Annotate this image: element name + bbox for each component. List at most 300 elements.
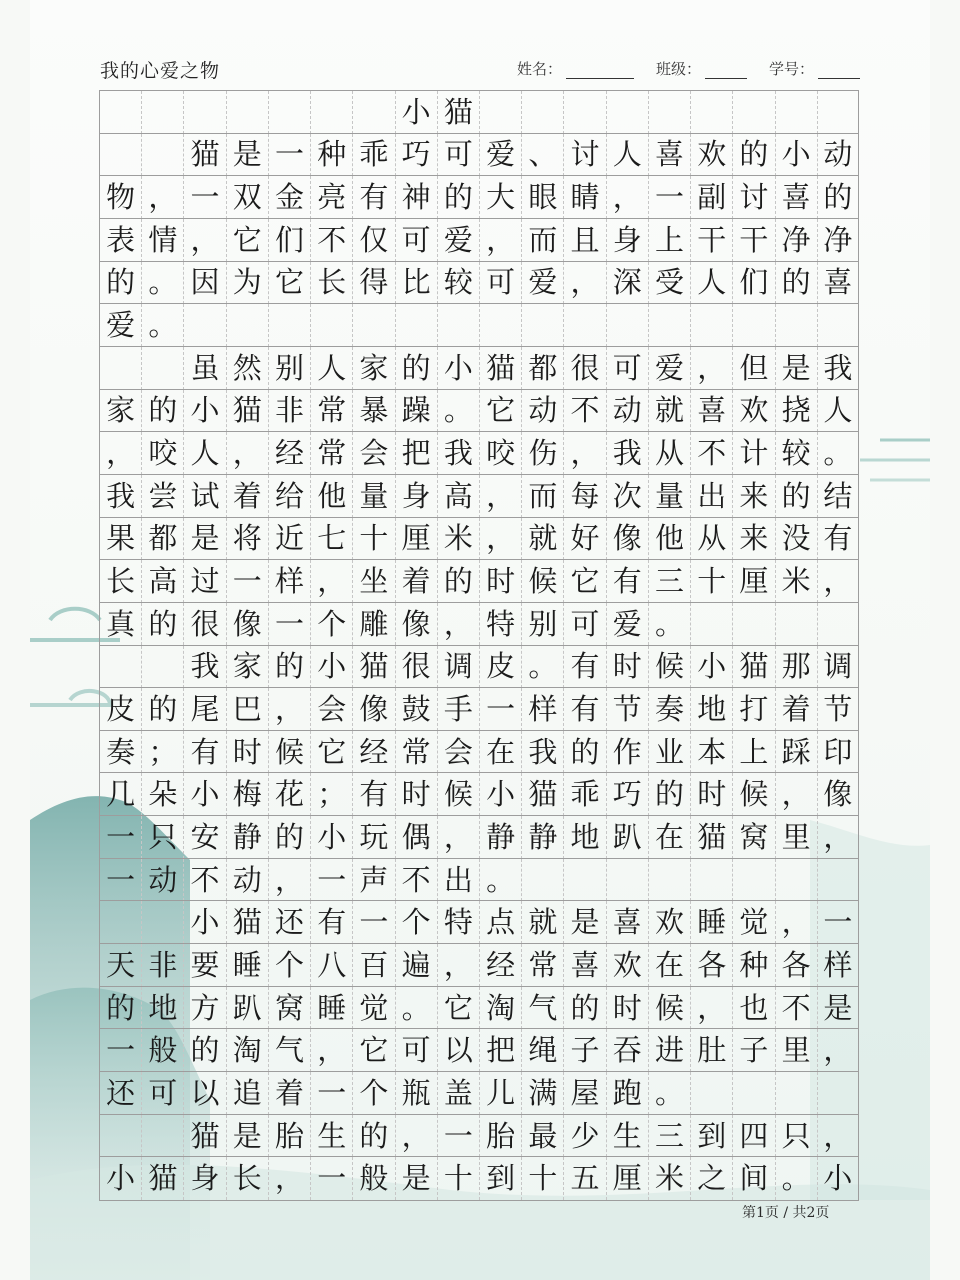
grid-cell — [817, 91, 859, 134]
grid-cell: 从 — [648, 432, 690, 475]
grid-cell: 踩 — [775, 731, 817, 774]
grid-cell: 神 — [395, 176, 437, 219]
grid-cell: 爱 — [99, 304, 141, 347]
grid-cell: 因 — [183, 262, 225, 305]
grid-cell: 猫 — [479, 347, 521, 390]
grid-cell: 个 — [310, 603, 352, 646]
grid-cell: 一 — [268, 603, 310, 646]
grid-cell: 节 — [606, 688, 648, 731]
grid-cell — [521, 859, 563, 902]
grid-cell — [606, 304, 648, 347]
grid-cell: 以 — [183, 1072, 225, 1115]
grid-cell: 净 — [817, 219, 859, 262]
grid-cell — [775, 91, 817, 134]
grid-cell: ， — [437, 816, 479, 859]
grid-cell — [648, 304, 690, 347]
grid-cell: 乖 — [352, 134, 394, 177]
grid-cell: 遍 — [395, 944, 437, 987]
essay-line — [99, 645, 859, 689]
grid-cell: 每 — [563, 475, 605, 518]
grid-cell: 常 — [521, 944, 563, 987]
grid-cell: 时 — [479, 560, 521, 603]
grid-cell: 给 — [268, 475, 310, 518]
name-label: 姓名： — [516, 60, 562, 78]
grid-cell: 会 — [437, 731, 479, 774]
grid-cell: 睡 — [690, 901, 732, 944]
grid-cell: 奏 — [648, 688, 690, 731]
grid-cell: 讨 — [563, 134, 605, 177]
worksheet-header — [100, 50, 860, 86]
grid-cell: ， — [310, 1029, 352, 1072]
essay-line — [99, 431, 859, 475]
grid-cell: 得 — [352, 262, 394, 305]
grid-cell: 欢 — [690, 134, 732, 177]
grid-cell: 要 — [183, 944, 225, 987]
grid-cell: 人 — [310, 347, 352, 390]
grid-cell: 来 — [732, 475, 774, 518]
grid-cell: 候 — [437, 773, 479, 816]
class-blank — [705, 62, 747, 79]
grid-cell: 般 — [141, 1029, 183, 1072]
grid-cell: 节 — [817, 688, 859, 731]
grid-cell: 小 — [479, 773, 521, 816]
grid-cell — [183, 91, 225, 134]
grid-cell: 奏 — [99, 731, 141, 774]
grid-cell: 然 — [226, 347, 268, 390]
grid-cell: 们 — [268, 219, 310, 262]
essay-line — [99, 858, 859, 902]
grid-cell: 候 — [521, 560, 563, 603]
grid-cell: 猫 — [352, 646, 394, 689]
grid-cell: 来 — [732, 518, 774, 561]
grid-cell: 印 — [817, 731, 859, 774]
grid-cell: 他 — [648, 518, 690, 561]
grid-cell: 小 — [437, 347, 479, 390]
grid-cell — [99, 134, 141, 177]
grid-cell: 猫 — [437, 91, 479, 134]
grid-cell — [99, 347, 141, 390]
grid-cell: 家 — [352, 347, 394, 390]
grid-cell: 常 — [310, 390, 352, 433]
grid-cell — [226, 91, 268, 134]
name-blank — [566, 62, 634, 79]
grid-cell: 时 — [226, 731, 268, 774]
grid-cell: 真 — [99, 603, 141, 646]
grid-cell: 瓶 — [395, 1072, 437, 1115]
grid-cell: 不 — [395, 859, 437, 902]
grid-cell: 的 — [268, 646, 310, 689]
grid-cell: 一 — [648, 176, 690, 219]
grid-cell: 业 — [648, 731, 690, 774]
grid-cell: 虽 — [183, 347, 225, 390]
grid-cell: 不 — [563, 390, 605, 433]
grid-cell: 它 — [479, 390, 521, 433]
grid-cell: 的 — [183, 1029, 225, 1072]
grid-cell: 间 — [732, 1157, 774, 1200]
grid-cell: 猫 — [732, 646, 774, 689]
grid-cell: 皮 — [99, 688, 141, 731]
grid-cell: 三 — [648, 1115, 690, 1158]
grid-cell: 爱 — [521, 262, 563, 305]
grid-cell: 花 — [268, 773, 310, 816]
grid-cell: 猫 — [141, 1157, 183, 1200]
grid-cell: 不 — [310, 219, 352, 262]
grid-cell: 的 — [99, 262, 141, 305]
grid-cell: 将 — [226, 518, 268, 561]
grid-cell: 一 — [352, 901, 394, 944]
grid-cell: 它 — [226, 219, 268, 262]
grid-cell: 。 — [141, 262, 183, 305]
grid-cell: 淘 — [479, 987, 521, 1030]
grid-cell: 上 — [732, 731, 774, 774]
grid-cell: 一 — [268, 134, 310, 177]
grid-cell: 计 — [732, 432, 774, 475]
grid-cell: 四 — [732, 1115, 774, 1158]
grid-cell: 的 — [268, 816, 310, 859]
grid-cell — [395, 304, 437, 347]
grid-cell: 受 — [648, 262, 690, 305]
grid-cell: 米 — [437, 518, 479, 561]
grid-cell: 米 — [648, 1157, 690, 1200]
grid-cell: 个 — [352, 1072, 394, 1115]
grid-cell: 一 — [99, 859, 141, 902]
grid-cell: 的 — [352, 1115, 394, 1158]
grid-cell: 地 — [141, 987, 183, 1030]
grid-cell — [141, 1115, 183, 1158]
grid-cell: ， — [817, 816, 859, 859]
grid-cell: ； — [141, 731, 183, 774]
grid-cell: 经 — [352, 731, 394, 774]
grid-cell: 挠 — [775, 390, 817, 433]
essay-line — [99, 175, 859, 219]
grid-cell — [99, 901, 141, 944]
grid-cell: ， — [563, 432, 605, 475]
grid-cell: ， — [141, 176, 183, 219]
grid-cell: 的 — [437, 176, 479, 219]
grid-cell — [775, 304, 817, 347]
grid-cell: 很 — [395, 646, 437, 689]
grid-cell: 气 — [521, 987, 563, 1030]
grid-cell: 好 — [563, 518, 605, 561]
essay-line — [99, 1071, 859, 1115]
grid-cell: 个 — [395, 901, 437, 944]
grid-cell: 玩 — [352, 816, 394, 859]
essay-line — [99, 602, 859, 646]
grid-cell: 近 — [268, 518, 310, 561]
grid-cell: 一 — [479, 688, 521, 731]
grid-cell: 可 — [563, 603, 605, 646]
grid-cell: 像 — [352, 688, 394, 731]
grid-cell: 厘 — [732, 560, 774, 603]
grid-cell: 我 — [437, 432, 479, 475]
grid-cell: 睡 — [226, 944, 268, 987]
grid-cell: 是 — [563, 901, 605, 944]
grid-cell: ， — [268, 688, 310, 731]
grid-cell: 尝 — [141, 475, 183, 518]
grid-cell: 会 — [352, 432, 394, 475]
grid-cell: 净 — [775, 219, 817, 262]
grid-cell: 动 — [521, 390, 563, 433]
student-id-blank — [818, 62, 860, 79]
grid-cell: 七 — [310, 518, 352, 561]
grid-cell: 地 — [563, 816, 605, 859]
essay-line — [99, 986, 859, 1030]
grid-cell: 着 — [226, 475, 268, 518]
grid-cell: 到 — [690, 1115, 732, 1158]
grid-cell: 盖 — [437, 1072, 479, 1115]
grid-cell: 不 — [775, 987, 817, 1030]
grid-cell: 我 — [817, 347, 859, 390]
essay-line — [99, 730, 859, 774]
grid-cell: 本 — [690, 731, 732, 774]
grid-cell: ， — [775, 901, 817, 944]
grid-cell: 追 — [226, 1072, 268, 1115]
grid-cell: 爱 — [437, 219, 479, 262]
grid-cell: 可 — [395, 219, 437, 262]
grid-cell: 我 — [521, 731, 563, 774]
grid-cell: ， — [395, 1115, 437, 1158]
grid-cell: 果 — [99, 518, 141, 561]
grid-cell: 的 — [563, 987, 605, 1030]
grid-cell: 是 — [395, 1157, 437, 1200]
grid-cell: 十 — [521, 1157, 563, 1200]
grid-cell: 们 — [732, 262, 774, 305]
grid-cell: 很 — [563, 347, 605, 390]
class-label: 班级： — [655, 60, 701, 78]
grid-cell — [690, 1072, 732, 1115]
grid-cell: 胎 — [479, 1115, 521, 1158]
grid-cell — [606, 91, 648, 134]
grid-cell: 一 — [817, 901, 859, 944]
grid-cell: 鼓 — [395, 688, 437, 731]
grid-cell: 方 — [183, 987, 225, 1030]
grid-cell — [521, 304, 563, 347]
grid-cell: 把 — [395, 432, 437, 475]
grid-cell: 小 — [99, 1157, 141, 1200]
grid-cell: 百 — [352, 944, 394, 987]
page-number: 第1页 / 共2页 — [742, 1205, 830, 1221]
grid-cell — [521, 91, 563, 134]
grid-cell: 巴 — [226, 688, 268, 731]
grid-cell: 一 — [310, 1157, 352, 1200]
essay-line — [99, 261, 859, 305]
grid-cell: 在 — [479, 731, 521, 774]
grid-cell — [775, 603, 817, 646]
grid-cell: 人 — [606, 134, 648, 177]
grid-cell: 在 — [648, 816, 690, 859]
grid-cell: 候 — [268, 731, 310, 774]
grid-cell — [775, 1072, 817, 1115]
grid-cell: 猫 — [183, 134, 225, 177]
grid-cell: ， — [775, 773, 817, 816]
grid-cell: 一 — [99, 1029, 141, 1072]
grid-cell: 他 — [310, 475, 352, 518]
grid-cell: 可 — [437, 134, 479, 177]
grid-cell: 觉 — [352, 987, 394, 1030]
grid-cell — [479, 91, 521, 134]
grid-cell: 声 — [352, 859, 394, 902]
grid-cell — [690, 603, 732, 646]
grid-cell: 都 — [141, 518, 183, 561]
grid-cell: 的 — [775, 262, 817, 305]
grid-cell: 的 — [648, 773, 690, 816]
grid-cell: 可 — [606, 347, 648, 390]
grid-cell: 时 — [690, 773, 732, 816]
grid-cell: 猫 — [226, 390, 268, 433]
grid-cell: ， — [817, 1115, 859, 1158]
grid-cell: 上 — [648, 219, 690, 262]
grid-cell: 的 — [141, 390, 183, 433]
grid-cell: 动 — [226, 859, 268, 902]
grid-cell: ， — [437, 603, 479, 646]
essay-line — [99, 559, 859, 603]
grid-cell: 各 — [690, 944, 732, 987]
grid-cell: 的 — [817, 176, 859, 219]
grid-cell: 一 — [99, 816, 141, 859]
grid-cell: ， — [310, 560, 352, 603]
grid-cell: 样 — [268, 560, 310, 603]
grid-cell — [690, 91, 732, 134]
grid-cell: 出 — [690, 475, 732, 518]
grid-cell: 爱 — [479, 134, 521, 177]
grid-cell: 长 — [310, 262, 352, 305]
grid-cell: 的 — [395, 347, 437, 390]
grid-cell: 且 — [563, 219, 605, 262]
grid-cell: 它 — [437, 987, 479, 1030]
grid-cell: 从 — [690, 518, 732, 561]
grid-cell: 暴 — [352, 390, 394, 433]
grid-cell: 乖 — [563, 773, 605, 816]
grid-cell: 一 — [310, 1072, 352, 1115]
grid-cell: 巧 — [606, 773, 648, 816]
grid-cell: 动 — [817, 134, 859, 177]
grid-cell: 屋 — [563, 1072, 605, 1115]
grid-cell: 样 — [521, 688, 563, 731]
grid-cell: 像 — [606, 518, 648, 561]
grid-cell: 生 — [310, 1115, 352, 1158]
grid-cell: 天 — [99, 944, 141, 987]
grid-cell: 量 — [352, 475, 394, 518]
grid-cell: 是 — [817, 987, 859, 1030]
grid-cell: 时 — [606, 987, 648, 1030]
grid-cell: 的 — [437, 560, 479, 603]
grid-cell — [352, 304, 394, 347]
grid-cell: 我 — [183, 646, 225, 689]
grid-cell: 咬 — [141, 432, 183, 475]
grid-cell: 巧 — [395, 134, 437, 177]
grid-cell: 子 — [732, 1029, 774, 1072]
grid-cell: 跑 — [606, 1072, 648, 1115]
grid-cell: 肚 — [690, 1029, 732, 1072]
grid-cell: 到 — [479, 1157, 521, 1200]
grid-cell: 猫 — [226, 901, 268, 944]
grid-cell — [775, 859, 817, 902]
grid-cell: 觉 — [732, 901, 774, 944]
grid-cell: 人 — [690, 262, 732, 305]
grid-cell: 。 — [141, 304, 183, 347]
grid-cell: 它 — [310, 731, 352, 774]
grid-cell: 表 — [99, 219, 141, 262]
grid-cell: 打 — [732, 688, 774, 731]
grid-cell: 我 — [99, 475, 141, 518]
grid-cell: 十 — [352, 518, 394, 561]
grid-cell — [141, 901, 183, 944]
grid-cell: 时 — [395, 773, 437, 816]
grid-cell: 爱 — [648, 347, 690, 390]
grid-cell — [817, 603, 859, 646]
grid-cell: 动 — [606, 390, 648, 433]
grid-cell: 儿 — [479, 1072, 521, 1115]
grid-cell: 各 — [775, 944, 817, 987]
grid-cell: 不 — [183, 859, 225, 902]
grid-cell: 结 — [817, 475, 859, 518]
essay-line — [99, 1156, 859, 1201]
grid-cell: ， — [479, 475, 521, 518]
grid-cell: 。 — [648, 603, 690, 646]
grid-cell: ， — [690, 987, 732, 1030]
essay-line — [99, 1028, 859, 1072]
grid-cell — [732, 91, 774, 134]
grid-cell: 朵 — [141, 773, 183, 816]
student-id-field — [769, 58, 860, 79]
grid-cell: 候 — [648, 987, 690, 1030]
grid-cell: 气 — [268, 1029, 310, 1072]
grid-cell: 会 — [310, 688, 352, 731]
essay-line — [99, 772, 859, 816]
grid-cell: 子 — [563, 1029, 605, 1072]
grid-cell: 咬 — [479, 432, 521, 475]
essay-line — [99, 389, 859, 433]
grid-cell: 常 — [310, 432, 352, 475]
grid-cell: 厘 — [395, 518, 437, 561]
grid-cell: 高 — [141, 560, 183, 603]
grid-cell: 情 — [141, 219, 183, 262]
essay-grid — [99, 90, 859, 1199]
grid-cell: 有 — [183, 731, 225, 774]
grid-cell: 喜 — [690, 390, 732, 433]
grid-cell: 伤 — [521, 432, 563, 475]
grid-cell: 一 — [437, 1115, 479, 1158]
grid-cell — [99, 91, 141, 134]
grid-cell: 以 — [437, 1029, 479, 1072]
grid-cell: ， — [479, 219, 521, 262]
grid-cell: 非 — [141, 944, 183, 987]
grid-cell: 身 — [395, 475, 437, 518]
grid-cell: 静 — [226, 816, 268, 859]
grid-cell: 猫 — [521, 773, 563, 816]
essay-line — [99, 218, 859, 262]
essay-line — [99, 815, 859, 859]
grid-cell: 胎 — [268, 1115, 310, 1158]
grid-cell: 作 — [606, 731, 648, 774]
student-info-fields — [517, 58, 860, 79]
grid-cell: 干 — [732, 219, 774, 262]
grid-cell: 睛 — [563, 176, 605, 219]
essay-line — [99, 687, 859, 731]
grid-cell: ， — [437, 944, 479, 987]
grid-cell: 静 — [479, 816, 521, 859]
grid-cell: 点 — [479, 901, 521, 944]
grid-cell: 眼 — [521, 176, 563, 219]
grid-cell: 生 — [606, 1115, 648, 1158]
grid-cell: ， — [183, 219, 225, 262]
grid-cell: 最 — [521, 1115, 563, 1158]
grid-cell — [732, 304, 774, 347]
essay-line — [99, 1114, 859, 1158]
grid-cell: 米 — [775, 560, 817, 603]
grid-cell — [732, 603, 774, 646]
grid-cell: 只 — [775, 1115, 817, 1158]
